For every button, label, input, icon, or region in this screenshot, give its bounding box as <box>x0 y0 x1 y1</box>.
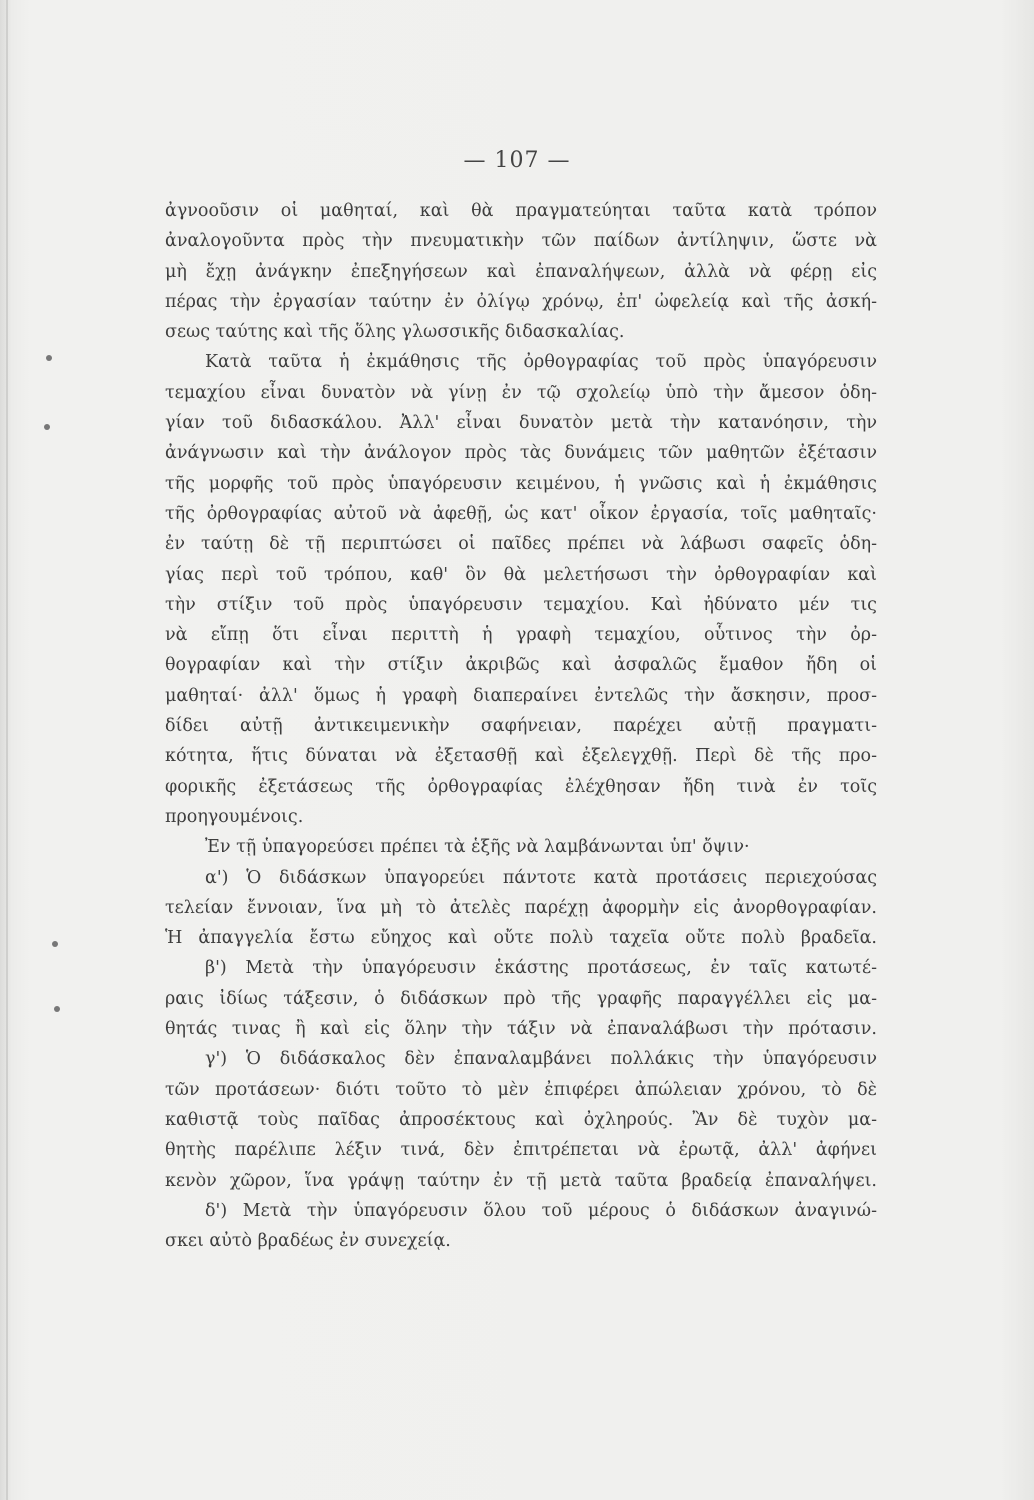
text-line: δίδει αὐτῇ ἀντικειμενικὴν σαφήνειαν, παρέχει αὐτῇ πραγματι- <box>165 716 877 737</box>
text-line: θογραφίαν καὶ τὴν στίξιν ἀκριβῶς καὶ ἀσφαλῶς ἔμαθον ἤδη οἱ <box>165 655 877 676</box>
text-line: γ') Ὁ διδάσκαλος δὲν ἐπαναλαμβάνει πολλάκις τὴν ὑπαγόρευσιν <box>205 1049 877 1070</box>
text-line: γίας περὶ τοῦ τρόπου, καθ' ὃν θὰ μελετήσωσι τὴν ὀρθογραφίαν καὶ <box>165 564 877 585</box>
text-line: σκει αὐτὸ βραδέως ἐν συνεχείᾳ. <box>165 1231 451 1252</box>
text-line: θητάς τινας ἢ καὶ εἰς ὅλην τὴν τάξιν νὰ ἐπαναλάβωσι τὴν πρότασιν. <box>165 1019 877 1040</box>
page-number: — 107 — <box>463 148 571 173</box>
text-line: τῶν προτάσεων· διότι τοῦτο τὸ μὲν ἐπιφέρει ἀπώλειαν χρόνου, τὸ δὲ <box>165 1079 877 1100</box>
text-line: Κατὰ ταῦτα ἡ ἐκμάθησις τῆς ὀρθογραφίας τοῦ πρὸς ὑπαγόρευσιν <box>205 352 877 373</box>
text-line: Ἡ ἀπαγγελία ἔστω εὔηχος καὶ οὔτε πολὺ ταχεῖα οὔτε πολὺ βραδεῖα. <box>165 928 877 949</box>
text-line: δ') Μετὰ τὴν ὑπαγόρευσιν ὅλου τοῦ μέρους ὁ διδάσκων ἀναγινώ- <box>205 1200 877 1221</box>
text-line: κενὸν χῶρον, ἵνα γράψῃ ταύτην ἐν τῇ μετὰ ταῦτα βραδείᾳ ἐπαναλήψει. <box>165 1170 877 1191</box>
text-line: γίαν τοῦ διδασκάλου. Ἀλλ' εἶναι δυνατὸν μετὰ τὴν κατανόησιν, τὴν <box>165 413 877 434</box>
text-line: τῆς ὀρθογραφίας αὐτοῦ νὰ ἀφεθῇ, ὡς κατ' οἶκον ἐργασία, τοῖς μαθηταῖς· <box>165 503 877 524</box>
text-line: α') Ὁ διδάσκων ὑπαγορεύει πάντοτε κατὰ προτάσεις περιεχούσας <box>205 867 877 888</box>
text-line: πέρας τὴν ἐργασίαν ταύτην ἐν ὀλίγῳ χρόνῳ, ἐπ' ὠφελείᾳ καὶ τῆς ἀσκή- <box>165 291 877 312</box>
text-line: θητὴς παρέλιπε λέξιν τινά, δὲν ἐπιτρέπεται νὰ ἐρωτᾷ, ἀλλ' ἀφήνει <box>165 1140 877 1161</box>
text-line: ἐν ταύτῃ δὲ τῇ περιπτώσει οἱ παῖδες πρέπει νὰ λάβωσι σαφεῖς ὁδη- <box>165 534 877 555</box>
text-line: μὴ ἔχῃ ἀνάγκην ἐπεξηγήσεων καὶ ἐπαναλήψεων, ἀλλὰ νὰ φέρῃ εἰς <box>165 261 877 282</box>
text-line: σεως ταύτης καὶ τῆς ὅλης γλωσσικῆς διδασκαλίας. <box>165 322 625 343</box>
margin-speck <box>54 1006 60 1012</box>
body-text <box>165 196 877 1256</box>
text-line: β') Μετὰ τὴν ὑπαγόρευσιν ἑκάστης προτάσεως, ἐν ταῖς κατωτέ- <box>205 958 877 979</box>
margin-speck <box>46 355 52 361</box>
text-line: κότητα, ἥτις δύναται νὰ ἐξετασθῇ καὶ ἐξελεγχθῇ. Περὶ δὲ τῆς προ- <box>165 746 877 767</box>
text-line: τελείαν ἔννοιαν, ἵνα μὴ τὸ ἀτελὲς παρέχῃ ἀφορμὴν εἰς ἀνορθογραφίαν. <box>165 897 877 918</box>
text-line: ἀγνοοῦσιν οἱ μαθηταί, καὶ θὰ πραγματεύηται ταῦτα κατὰ τρόπον <box>165 201 877 221</box>
margin-speck <box>44 424 50 430</box>
text-line: προηγουμένοις. <box>165 806 304 827</box>
text-line: Ἐν τῇ ὑπαγορεύσει πρέπει τὰ ἑξῆς νὰ λαμβάνωνται ὑπ' ὄψιν· <box>205 837 750 858</box>
text-line: τὴν στίξιν τοῦ πρὸς ὑπαγόρευσιν τεμαχίου. Καὶ ἠδύνατο μέν τις <box>165 594 877 615</box>
text-line: νὰ εἴπῃ ὅτι εἶναι περιττὴ ἡ γραφὴ τεμαχίου, οὗτινος τὴν ὀρ- <box>165 625 877 646</box>
text-line: μαθηταί· ἀλλ' ὅμως ἡ γραφὴ διαπεραίνει ἐντελῶς τὴν ἄσκησιν, προσ- <box>165 685 877 706</box>
text-line: καθιστᾷ τοὺς παῖδας ἀπροσέκτους καὶ ὀχληρούς. Ἂν δὲ τυχὸν μα- <box>165 1109 877 1130</box>
text-line: τεμαχίου εἶναι δυνατὸν νὰ γίνῃ ἐν τῷ σχολείῳ ὑπὸ τὴν ἄμεσον ὁδη- <box>165 382 877 403</box>
text-line: τῆς μορφῆς τοῦ πρὸς ὑπαγόρευσιν κειμένου, ἡ γνῶσις καὶ ἡ ἐκμάθησις <box>165 473 877 494</box>
text-line: ἀναλογοῦντα πρὸς τὴν πνευματικὴν τῶν παίδων ἀντίληψιν, ὥστε νὰ <box>165 231 877 252</box>
page-edge-shadow <box>6 0 8 1500</box>
text-line: φορικῆς ἐξετάσεως τῆς ὀρθογραφίας ἐλέχθησαν ἤδη τινὰ ἐν τοῖς <box>165 776 877 797</box>
margin-speck <box>52 941 58 947</box>
text-line: ραις ἰδίως τάξεσιν, ὁ διδάσκων πρὸ τῆς γραφῆς παραγγέλλει εἰς μα- <box>165 988 877 1009</box>
text-line: ἀνάγνωσιν καὶ τὴν ἀνάλογον πρὸς τὰς δυνάμεις τῶν μαθητῶν ἐξέτασιν <box>165 443 877 464</box>
